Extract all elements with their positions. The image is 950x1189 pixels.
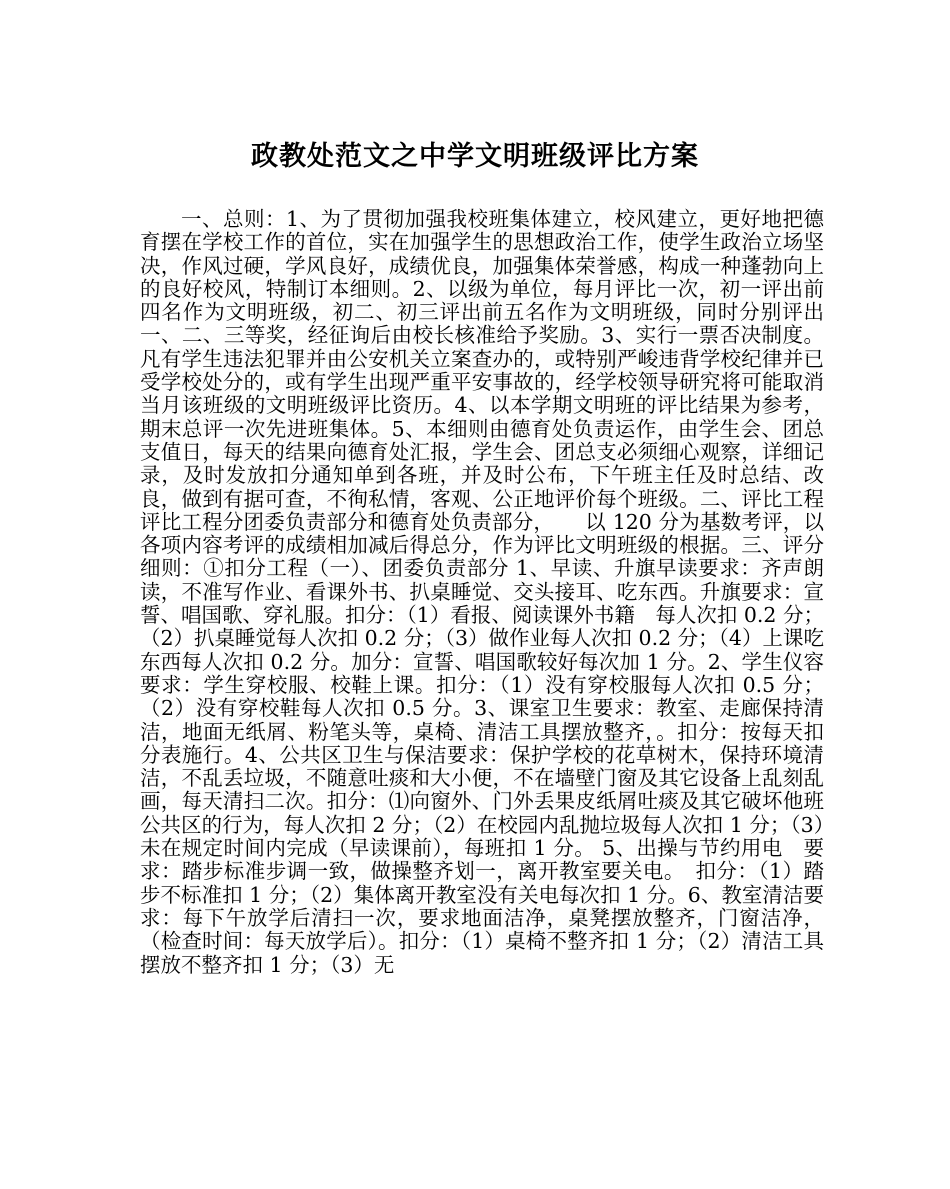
page-title: 政教处范文之中学文明班级评比方案 xyxy=(251,141,699,172)
body-paragraph: 一、总则：1、为了贯彻加强我校班集体建立，校风建立，更好地把德育摆在学校工作的首位，实在加强学生的思想政治工作，使学生政治立场坚决，作风过硬，学风良好，成绩优良，加强集体荣誉感，构成一种蓬勃向上的良好校风，特制订本细则。2、以级为单位，每月评比一次，初一评出前四名作为文明班级，初二、初三评出前五名作为文明班级，同时分别评出一、二、三等奖，经征询后由校长核准给予奖励。3、实行一票否决制度。凡有学生违法犯罪并由公安机关立案查办的，或特别严峻违背学校纪律并已受学校处分的，或有学生出现严重平安事故的，经学校领导研究将可能取消当月该班级的文明班级评比资历。4、以本学期文明班的评比结果为参考，期末总评一次先进班集体。5、本细则由德育处负责运作，由学生会、团总支值日，每天的结果向德育处汇报，学生会、团总支必须细心观察，详细记录，及时发放扣分通知单到各班，并及时公布，下午班主任及时总结、改良，做到有据可查，不徇私情，客观、公正地评价每个班级。二、评比工程评比工程分团委负责部分和德育处负责部分， 以 120 分为基数考评，以各项内容考评的成绩相加减后得总分，作为评比文明班级的根据。三、评分细则：①扣分工程（一）、团委负责部分 1、早读、升旗早读要求：齐声朗读，不准写作业、看课外书、扒桌睡觉、交头接耳、吃东西。升旗要求：宣誓、唱国歌、穿礼服。扣分：（1）看报、阅读课外书籍 每人次扣 0.2 分；（2）扒桌睡觉每人次扣 0.2 分；（3）做作业每人次扣 0.2 分；（4）上课吃东西每人次扣 0.2 分。加分：宣誓、唱国歌较好每次加 1 分。2、学生仪容要求：学生穿校服、校鞋上课。扣分：（1）没有穿校服每人次扣 0.5 分；（2）没有穿校鞋每人次扣 0.5 分。3、课室卫生要求：教室、走廊保持清洁，地面无纸屑、粉笔头等，桌椅、清洁工具摆放整齐，。扣分：按每天扣分表施行。4、公共区卫生与保洁要求：保护学校的花草树木，保持环境清洁，不乱丢垃圾，不随意吐痰和大小便，不在墙壁门窗及其它设备上乱刻乱画，每天清扫二次。扣分：⑴向窗外、门外丢果皮纸屑吐痰及其它破坏他班公共区的行为，每人次扣 2 分；（2）在校园内乱抛垃圾每人次扣 1 分；（3）未在规定时间内完成（早读课前），每班扣 1 分。 5、出操与节约用电 要求：踏步标准步调一致，做操整齐划一，离开教室要关电。 扣分：（1）踏步不标准扣 1 分；（2）集体离开教室没有关电每次扣 1 分。6、教室清洁要求：每下午放学后清扫一次，要求地面洁净，桌凳摆放整齐，门窗洁净，（检查时间：每天放学后）。扣分：（1）桌椅不整齐扣 1 分；（2）清洁工具摆放不整齐扣 1 分；（3）无 xyxy=(140,207,824,977)
